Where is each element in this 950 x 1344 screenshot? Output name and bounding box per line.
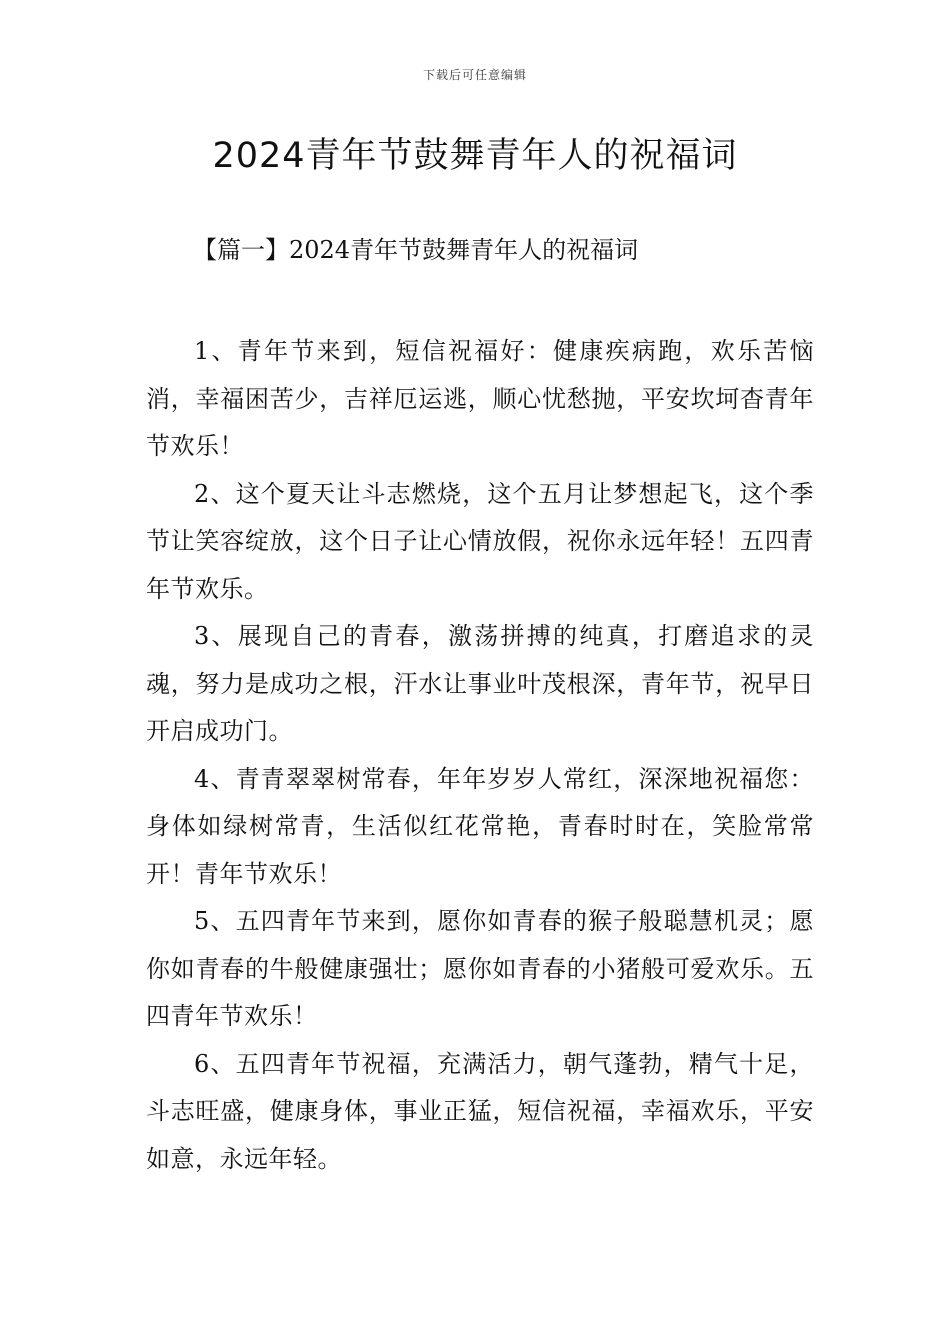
paragraph-4: 4、青青翠翠树常春，年年岁岁人常红，深深地祝福您：身体如绿树常青，生活似红花常艳，青春时时在，笑脸常常开！青年节欢乐！ xyxy=(146,764,814,888)
document-body xyxy=(146,328,814,1183)
paragraph-2: 2、这个夏天让斗志燃烧，这个五月让梦想起飞，这个季节让笑容绽放，这个日子让心情放假，祝你永远年轻！五四青年节欢乐。 xyxy=(146,479,814,603)
paragraph-3: 3、展现自己的青春，激荡拼搏的纯真，打磨追求的灵魂，努力是成功之根，汗水让事业叶茂根深，青年节，祝早日开启成功门。 xyxy=(146,622,814,745)
header-note: 下载后可任意编辑 xyxy=(422,68,527,82)
paragraph-6: 6、五四青年节祝福，充满活力，朝气蓬勃，精气十足，斗志旺盛，健康身体，事业正猛，短信祝福，幸福欢乐，平安如意，永远年轻。 xyxy=(146,1049,814,1173)
paragraph-5: 5、五四青年节来到，愿你如青春的猴子般聪慧机灵；愿你如青春的牛般健康强壮；愿你如青春的小猪般可爱欢乐。五四青年节欢乐！ xyxy=(146,907,814,1030)
paragraph-1: 1、青年节来到，短信祝福好：健康疾病跑，欢乐苦恼消，幸福困苦少，吉祥厄运逃，顺心忧愁抛，平安坎坷杳青年节欢乐！ xyxy=(146,337,814,460)
section-heading: 【篇一】2024青年节鼓舞青年人的祝福词 xyxy=(193,236,639,264)
document-title: 2024青年节鼓舞青年人的祝福词 xyxy=(212,136,738,176)
